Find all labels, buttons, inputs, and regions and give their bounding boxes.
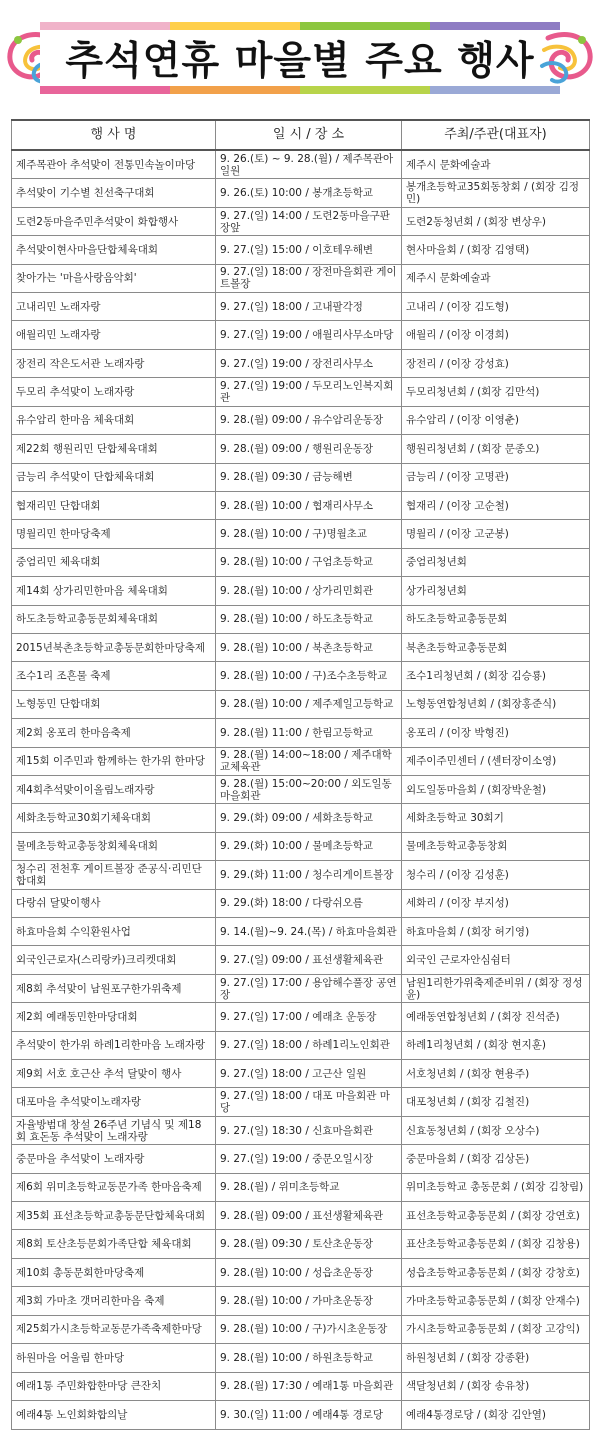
event-name-cell: 금능리 추석맞이 단합체육대회 bbox=[12, 463, 216, 491]
datetime-place-cell: 9. 28.(월) 09:00 / 표선생활체육관 bbox=[216, 1202, 402, 1230]
datetime-place-cell: 9. 27.(일) 17:00 / 예래초 운동장 bbox=[216, 1003, 402, 1031]
table-row bbox=[12, 633, 590, 661]
column-header-organizer: 주최/주관(대표자) bbox=[402, 120, 590, 150]
organizer-cell: 청수리 / (이장 김성훈) bbox=[402, 861, 590, 889]
table-row bbox=[12, 1287, 590, 1315]
event-name-cell: 애월리민 노래자랑 bbox=[12, 321, 216, 349]
organizer-cell: 하례1리청년회 / (회장 현지훈) bbox=[402, 1031, 590, 1059]
table-row bbox=[12, 719, 590, 747]
event-name-cell: 2015년북촌초등학교총동문회한마당축제 bbox=[12, 633, 216, 661]
datetime-place-cell: 9. 29.(화) 09:00 / 세화초등학교 bbox=[216, 804, 402, 832]
event-name-cell: 추석맞이 한가위 하례1리한마음 노래자랑 bbox=[12, 1031, 216, 1059]
table-row bbox=[12, 577, 590, 605]
column-header-event-name: 행 사 명 bbox=[12, 120, 216, 150]
organizer-cell: 중문마을회 / (회장 김상돈) bbox=[402, 1145, 590, 1173]
event-name-cell: 물메초등학교총동창회체육대회 bbox=[12, 832, 216, 860]
datetime-place-cell: 9. 28.(월) 10:00 / 구엄초등학교 bbox=[216, 548, 402, 576]
datetime-place-cell: 9. 27.(일) 18:00 / 장전마을회관 게이트볼장 bbox=[216, 264, 402, 292]
table-row bbox=[12, 1060, 590, 1088]
table-row bbox=[12, 1173, 590, 1201]
datetime-place-cell: 9. 29.(화) 11:00 / 청수리게이트볼장 bbox=[216, 861, 402, 889]
organizer-cell: 현사마을회 / (회장 김영택) bbox=[402, 236, 590, 264]
organizer-cell: 예래동연합청년회 / (회장 진석준) bbox=[402, 1003, 590, 1031]
datetime-place-cell: 9. 28.(월) 09:30 / 금능해변 bbox=[216, 463, 402, 491]
organizer-cell: 조수1리청년회 / (회장 김승룡) bbox=[402, 662, 590, 690]
event-name-cell: 외국인근로자(스리랑카)크리켓대회 bbox=[12, 946, 216, 974]
datetime-place-cell: 9. 28.(월) 10:00 / 하원초등학교 bbox=[216, 1344, 402, 1372]
table-row bbox=[12, 1003, 590, 1031]
table-row bbox=[12, 264, 590, 292]
event-name-cell: 제2회 옹포리 한마음축제 bbox=[12, 719, 216, 747]
events-table bbox=[11, 119, 590, 1430]
table-row bbox=[12, 775, 590, 803]
table-row bbox=[12, 662, 590, 690]
datetime-place-cell: 9. 28.(월) 14:00~18:00 / 제주대학교체육관 bbox=[216, 747, 402, 775]
datetime-place-cell: 9. 27.(일) 17:00 / 용암해수풀장 공연장 bbox=[216, 974, 402, 1002]
datetime-place-cell: 9. 28.(월) 10:00 / 하도초등학교 bbox=[216, 605, 402, 633]
datetime-place-cell: 9. 28.(월) 10:00 / 협재리사무소 bbox=[216, 491, 402, 519]
table-row bbox=[12, 520, 590, 548]
organizer-cell: 표선초등학교총동문회 / (회장 강연호) bbox=[402, 1202, 590, 1230]
table-row bbox=[12, 207, 590, 235]
datetime-place-cell: 9. 26.(토) ~ 9. 28.(월) / 제주목관아일원 bbox=[216, 150, 402, 179]
datetime-place-cell: 9. 26.(토) 10:00 / 봉개초등학교 bbox=[216, 179, 402, 207]
organizer-cell: 북촌초등학교총동문회 bbox=[402, 633, 590, 661]
table-row bbox=[12, 435, 590, 463]
stripe-segment bbox=[300, 22, 430, 30]
organizer-cell: 물메초등학교총동창회 bbox=[402, 832, 590, 860]
table-header-row bbox=[12, 120, 590, 150]
event-name-cell: 조수1리 조흔물 축제 bbox=[12, 662, 216, 690]
datetime-place-cell: 9. 28.(월) 15:00~20:00 / 외도일동마을회관 bbox=[216, 775, 402, 803]
event-name-cell: 중문마을 추석맞이 노래자랑 bbox=[12, 1145, 216, 1173]
organizer-cell: 세화초등학교 30회기 bbox=[402, 804, 590, 832]
organizer-cell: 색달청년회 / (회장 송유창) bbox=[402, 1372, 590, 1400]
stripe-segment bbox=[40, 86, 170, 94]
organizer-cell: 하도초등학교총동문회 bbox=[402, 605, 590, 633]
bottom-color-stripe bbox=[40, 86, 560, 94]
organizer-cell: 표산초등학교총동문회 / (회장 김창용) bbox=[402, 1230, 590, 1258]
event-name-cell: 제25회가시초등학교동문가족축제한마당 bbox=[12, 1315, 216, 1343]
table-row bbox=[12, 406, 590, 434]
datetime-place-cell: 9. 27.(일) 19:00 / 장전리사무소 bbox=[216, 349, 402, 377]
organizer-cell: 유수암리 / (이장 이영춘) bbox=[402, 406, 590, 434]
event-name-cell: 추석맞이현사마을단합체육대회 bbox=[12, 236, 216, 264]
datetime-place-cell: 9. 28.(월) 10:00 / 가마초운동장 bbox=[216, 1287, 402, 1315]
table-row bbox=[12, 179, 590, 207]
event-name-cell: 노형동민 단합대회 bbox=[12, 690, 216, 718]
column-header-datetime-place: 일 시 / 장 소 bbox=[216, 120, 402, 150]
event-name-cell: 예래4통 노인회화합의날 bbox=[12, 1400, 216, 1429]
table-row bbox=[12, 1145, 590, 1173]
stripe-segment bbox=[170, 86, 300, 94]
table-row bbox=[12, 832, 590, 860]
table-row bbox=[12, 293, 590, 321]
table-row bbox=[12, 1400, 590, 1429]
organizer-cell: 성읍초등학교총동문회 / (회장 강창호) bbox=[402, 1258, 590, 1286]
datetime-place-cell: 9. 30.(일) 11:00 / 예래4통 경로당 bbox=[216, 1400, 402, 1429]
event-name-cell: 대포마을 추석맞이노래자랑 bbox=[12, 1088, 216, 1116]
organizer-cell: 두모리청년회 / (회장 김만석) bbox=[402, 378, 590, 406]
table-row bbox=[12, 1372, 590, 1400]
table-row bbox=[12, 321, 590, 349]
event-name-cell: 제4회추석맞이이올림노래자랑 bbox=[12, 775, 216, 803]
event-name-cell: 자율방범대 창설 26주년 기념식 및 제18회 효돈동 추석맞이 노래자랑 bbox=[12, 1116, 216, 1144]
datetime-place-cell: 9. 28.(월) 09:00 / 행원리운동장 bbox=[216, 435, 402, 463]
top-color-stripe bbox=[40, 22, 560, 30]
table-row bbox=[12, 1031, 590, 1059]
event-name-cell: 추석맞이 기수별 친선축구대회 bbox=[12, 179, 216, 207]
stripe-segment bbox=[300, 86, 430, 94]
organizer-cell: 제주시 문화예술과 bbox=[402, 150, 590, 179]
datetime-place-cell: 9. 28.(월) 10:00 / 상가리민회관 bbox=[216, 577, 402, 605]
datetime-place-cell: 9. 29.(화) 18:00 / 다랑쉬오름 bbox=[216, 889, 402, 917]
event-name-cell: 명월리민 한마당축제 bbox=[12, 520, 216, 548]
organizer-cell: 외도일동마을회 / (회장박운철) bbox=[402, 775, 590, 803]
event-name-cell: 다랑쉬 달맞이행사 bbox=[12, 889, 216, 917]
datetime-place-cell: 9. 28.(월) 10:00 / 구)가시초운동장 bbox=[216, 1315, 402, 1343]
datetime-place-cell: 9. 28.(월) 17:30 / 예래1통 마을회관 bbox=[216, 1372, 402, 1400]
stripe-segment bbox=[40, 22, 170, 30]
datetime-place-cell: 9. 27.(일) 19:00 / 두모리노인복지회관 bbox=[216, 378, 402, 406]
cloud-ornament-icon bbox=[538, 20, 598, 92]
table-row bbox=[12, 974, 590, 1002]
organizer-cell: 위미초등학교 총동문회 / (회장 김창림) bbox=[402, 1173, 590, 1201]
organizer-cell: 애월리 / (이장 이경희) bbox=[402, 321, 590, 349]
event-name-cell: 제9회 서호 호근산 추석 달맞이 행사 bbox=[12, 1060, 216, 1088]
organizer-cell: 명월리 / (이장 고군봉) bbox=[402, 520, 590, 548]
organizer-cell: 서호청년회 / (회장 현용주) bbox=[402, 1060, 590, 1088]
event-name-cell: 제8회 추석맞이 남원포구한가위축제 bbox=[12, 974, 216, 1002]
datetime-place-cell: 9. 27.(일) 18:00 / 대포 마을회관 마당 bbox=[216, 1088, 402, 1116]
organizer-cell: 남원1리한가위축제준비위 / (회장 정성윤) bbox=[402, 974, 590, 1002]
table-row bbox=[12, 463, 590, 491]
table-row bbox=[12, 946, 590, 974]
organizer-cell: 중엄리청년회 bbox=[402, 548, 590, 576]
organizer-cell: 가마초등학교총동문회 / (회장 안재수) bbox=[402, 1287, 590, 1315]
organizer-cell: 제주이주민센터 / (센터장이소영) bbox=[402, 747, 590, 775]
event-name-cell: 하효마을회 수익환원사업 bbox=[12, 918, 216, 946]
table-row bbox=[12, 861, 590, 889]
table-row bbox=[12, 150, 590, 179]
event-name-cell: 두모리 추석맞이 노래자랑 bbox=[12, 378, 216, 406]
event-name-cell: 제10회 총동문회한마당축제 bbox=[12, 1258, 216, 1286]
datetime-place-cell: 9. 29.(화) 10:00 / 물메초등학교 bbox=[216, 832, 402, 860]
table-row bbox=[12, 378, 590, 406]
event-name-cell: 제22회 행원리민 단합체육대회 bbox=[12, 435, 216, 463]
datetime-place-cell: 9. 27.(일) 14:00 / 도련2동마을구판장앞 bbox=[216, 207, 402, 235]
table-row bbox=[12, 889, 590, 917]
event-name-cell: 제6회 위미초등학교동문가족 한마음축제 bbox=[12, 1173, 216, 1201]
organizer-cell: 노형동연합청년회 / (회장홍준식) bbox=[402, 690, 590, 718]
stripe-segment bbox=[170, 22, 300, 30]
table-row bbox=[12, 1116, 590, 1144]
event-name-cell: 찾아가는 '마을사랑음악회' bbox=[12, 264, 216, 292]
organizer-cell: 고내리 / (이장 김도형) bbox=[402, 293, 590, 321]
event-name-cell: 제3회 가마초 갯머리한마음 축제 bbox=[12, 1287, 216, 1315]
datetime-place-cell: 9. 28.(월) 09:00 / 유수암리운동장 bbox=[216, 406, 402, 434]
datetime-place-cell: 9. 28.(월) 11:00 / 한림고등학교 bbox=[216, 719, 402, 747]
table-row bbox=[12, 804, 590, 832]
organizer-cell: 장전리 / (이장 강성효) bbox=[402, 349, 590, 377]
organizer-cell: 협재리 / (이장 고순철) bbox=[402, 491, 590, 519]
table-row bbox=[12, 1344, 590, 1372]
datetime-place-cell: 9. 27.(일) 09:00 / 표선생활체육관 bbox=[216, 946, 402, 974]
event-name-cell: 하원마을 어울림 한마당 bbox=[12, 1344, 216, 1372]
datetime-place-cell: 9. 27.(일) 15:00 / 이호테우해변 bbox=[216, 236, 402, 264]
datetime-place-cell: 9. 27.(일) 19:00 / 중문오일시장 bbox=[216, 1145, 402, 1173]
organizer-cell: 대포청년회 / (회장 김철진) bbox=[402, 1088, 590, 1116]
organizer-cell: 행원리청년회 / (회장 문종오) bbox=[402, 435, 590, 463]
datetime-place-cell: 9. 28.(월) / 위미초등학교 bbox=[216, 1173, 402, 1201]
datetime-place-cell: 9. 28.(월) 10:00 / 성읍초운동장 bbox=[216, 1258, 402, 1286]
organizer-cell: 상가리청년회 bbox=[402, 577, 590, 605]
organizer-cell: 제주시 문화예술과 bbox=[402, 264, 590, 292]
page-header bbox=[0, 0, 600, 108]
table-row bbox=[12, 1230, 590, 1258]
event-name-cell: 제주목관아 추석맞이 전통민속놀이마당 bbox=[12, 150, 216, 179]
title-band bbox=[40, 30, 560, 86]
datetime-place-cell: 9. 28.(월) 10:00 / 구)조수초등학교 bbox=[216, 662, 402, 690]
table-row bbox=[12, 349, 590, 377]
event-name-cell: 예래1통 주민화합한마당 큰잔치 bbox=[12, 1372, 216, 1400]
organizer-cell: 봉개초등학교35회동창회 / (회장 김정민) bbox=[402, 179, 590, 207]
event-name-cell: 하도초등학교총동문회체육대회 bbox=[12, 605, 216, 633]
datetime-place-cell: 9. 27.(일) 18:30 / 신효마을회관 bbox=[216, 1116, 402, 1144]
organizer-cell: 하효마을회 / (회장 허기영) bbox=[402, 918, 590, 946]
event-name-cell: 제15회 이주민과 함께하는 한가위 한마당 bbox=[12, 747, 216, 775]
datetime-place-cell: 9. 28.(월) 10:00 / 구)명월초교 bbox=[216, 520, 402, 548]
table-row bbox=[12, 690, 590, 718]
organizer-cell: 세화리 / (이장 부지성) bbox=[402, 889, 590, 917]
datetime-place-cell: 9. 28.(월) 10:00 / 제주제일고등학교 bbox=[216, 690, 402, 718]
table-row bbox=[12, 491, 590, 519]
datetime-place-cell: 9. 27.(일) 18:00 / 하례1리노인회관 bbox=[216, 1031, 402, 1059]
datetime-place-cell: 9. 27.(일) 18:00 / 고내팔각정 bbox=[216, 293, 402, 321]
event-name-cell: 제35회 표선초등학교총동문단합체육대회 bbox=[12, 1202, 216, 1230]
table-row bbox=[12, 1202, 590, 1230]
event-name-cell: 협재리민 단합대회 bbox=[12, 491, 216, 519]
organizer-cell: 도련2동청년회 / (회장 변상우) bbox=[402, 207, 590, 235]
event-name-cell: 제2회 예래동민한마당대회 bbox=[12, 1003, 216, 1031]
datetime-place-cell: 9. 27.(일) 19:00 / 애월리사무소마당 bbox=[216, 321, 402, 349]
event-name-cell: 제8회 토산초등문회가족단합 체육대회 bbox=[12, 1230, 216, 1258]
event-name-cell: 장전리 작은도서관 노래자랑 bbox=[12, 349, 216, 377]
event-name-cell: 청수리 전천후 게이트볼장 준공식·리민단합대회 bbox=[12, 861, 216, 889]
table-row bbox=[12, 747, 590, 775]
table-row bbox=[12, 605, 590, 633]
datetime-place-cell: 9. 28.(월) 10:00 / 북촌초등학교 bbox=[216, 633, 402, 661]
event-name-cell: 도련2동마을주민추석맞이 화합행사 bbox=[12, 207, 216, 235]
datetime-place-cell: 9. 28.(월) 09:30 / 토산초운동장 bbox=[216, 1230, 402, 1258]
datetime-place-cell: 9. 14.(월)~9. 24.(목) / 하효마을회관 bbox=[216, 918, 402, 946]
organizer-cell: 금능리 / (이장 고명관) bbox=[402, 463, 590, 491]
organizer-cell: 하원청년회 / (회장 강종환) bbox=[402, 1344, 590, 1372]
organizer-cell: 옹포리 / (이장 박형진) bbox=[402, 719, 590, 747]
table-row bbox=[12, 1258, 590, 1286]
event-name-cell: 세화초등학교30회기체육대회 bbox=[12, 804, 216, 832]
organizer-cell: 신효동청년회 / (회장 오상수) bbox=[402, 1116, 590, 1144]
table-row bbox=[12, 236, 590, 264]
table-row bbox=[12, 918, 590, 946]
organizer-cell: 가시초등학교총동문회 / (회장 고강익) bbox=[402, 1315, 590, 1343]
organizer-cell: 외국인 근로자안심쉼터 bbox=[402, 946, 590, 974]
organizer-cell: 예래4통경로당 / (회장 김안열) bbox=[402, 1400, 590, 1429]
event-name-cell: 고내리민 노래자랑 bbox=[12, 293, 216, 321]
table-row bbox=[12, 1315, 590, 1343]
datetime-place-cell: 9. 27.(일) 18:00 / 고근산 일원 bbox=[216, 1060, 402, 1088]
event-name-cell: 제14회 상가리민한마음 체육대회 bbox=[12, 577, 216, 605]
table-row bbox=[12, 548, 590, 576]
page-title: 추석연휴 마을별 주요 행사 bbox=[65, 39, 535, 84]
event-name-cell: 중엄리민 체육대회 bbox=[12, 548, 216, 576]
event-name-cell: 유수암리 한마음 체육대회 bbox=[12, 406, 216, 434]
table-row bbox=[12, 1088, 590, 1116]
